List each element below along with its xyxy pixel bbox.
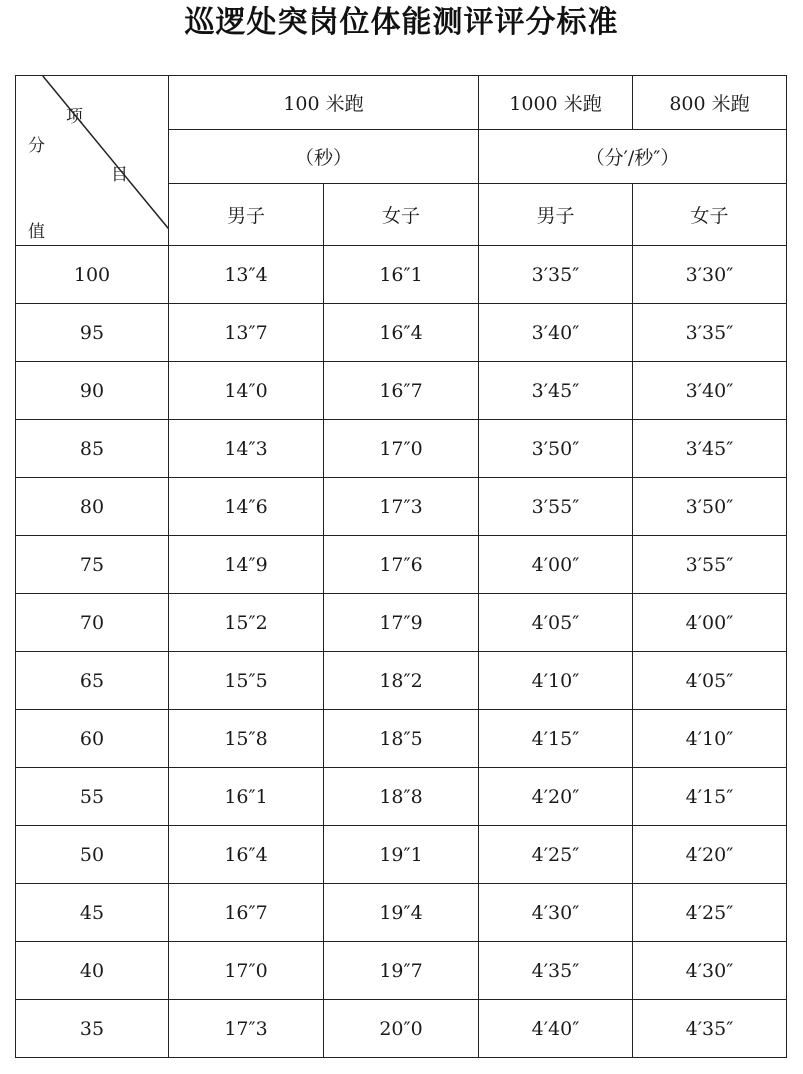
score-cell: 95 bbox=[16, 304, 169, 362]
header-1000m: 1000 米跑 bbox=[479, 76, 633, 130]
male-100m-cell: 15″2 bbox=[169, 594, 324, 652]
header-female-800m: 女子 bbox=[633, 184, 787, 246]
female-800m-cell: 3′40″ bbox=[633, 362, 787, 420]
table-row bbox=[16, 768, 787, 826]
female-800m-cell: 4′05″ bbox=[633, 652, 787, 710]
male-1000m-cell: 4′00″ bbox=[479, 536, 633, 594]
table-row bbox=[16, 362, 787, 420]
female-800m-cell: 4′35″ bbox=[633, 1000, 787, 1058]
male-1000m-cell: 3′45″ bbox=[479, 362, 633, 420]
table-row bbox=[16, 1000, 787, 1058]
female-800m-cell: 4′30″ bbox=[633, 942, 787, 1000]
female-800m-cell: 4′20″ bbox=[633, 826, 787, 884]
male-1000m-cell: 3′35″ bbox=[479, 246, 633, 304]
female-800m-cell: 3′50″ bbox=[633, 478, 787, 536]
score-cell: 45 bbox=[16, 884, 169, 942]
score-cell: 65 bbox=[16, 652, 169, 710]
male-100m-cell: 14″6 bbox=[169, 478, 324, 536]
male-100m-cell: 13″7 bbox=[169, 304, 324, 362]
male-1000m-cell: 4′05″ bbox=[479, 594, 633, 652]
male-1000m-cell: 3′40″ bbox=[479, 304, 633, 362]
score-cell: 50 bbox=[16, 826, 169, 884]
score-cell: 55 bbox=[16, 768, 169, 826]
male-100m-cell: 15″5 bbox=[169, 652, 324, 710]
unit-seconds: （秒） bbox=[169, 130, 479, 184]
male-1000m-cell: 3′55″ bbox=[479, 478, 633, 536]
male-100m-cell: 13″4 bbox=[169, 246, 324, 304]
score-cell: 85 bbox=[16, 420, 169, 478]
male-100m-cell: 16″7 bbox=[169, 884, 324, 942]
score-cell: 40 bbox=[16, 942, 169, 1000]
female-800m-cell: 4′25″ bbox=[633, 884, 787, 942]
female-100m-cell: 19″4 bbox=[324, 884, 479, 942]
male-1000m-cell: 4′15″ bbox=[479, 710, 633, 768]
female-800m-cell: 4′10″ bbox=[633, 710, 787, 768]
male-100m-cell: 16″1 bbox=[169, 768, 324, 826]
male-100m-cell: 14″9 bbox=[169, 536, 324, 594]
female-800m-cell: 3′30″ bbox=[633, 246, 787, 304]
female-100m-cell: 18″5 bbox=[324, 710, 479, 768]
table-row bbox=[16, 942, 787, 1000]
female-100m-cell: 18″8 bbox=[324, 768, 479, 826]
corner-label-fen: 分 bbox=[28, 136, 45, 156]
score-cell: 70 bbox=[16, 594, 169, 652]
diagonal-line bbox=[16, 76, 168, 245]
female-800m-cell: 4′00″ bbox=[633, 594, 787, 652]
score-cell: 60 bbox=[16, 710, 169, 768]
female-100m-cell: 16″4 bbox=[324, 304, 479, 362]
score-cell: 100 bbox=[16, 246, 169, 304]
table-row bbox=[16, 826, 787, 884]
female-800m-cell: 3′55″ bbox=[633, 536, 787, 594]
male-100m-cell: 15″8 bbox=[169, 710, 324, 768]
header-female-100m: 女子 bbox=[324, 184, 479, 246]
score-cell: 90 bbox=[16, 362, 169, 420]
page-title: 巡逻处突岗位体能测评评分标准 bbox=[184, 5, 619, 40]
corner-label-xiang: 项 bbox=[66, 107, 83, 127]
header-100m: 100 米跑 bbox=[169, 76, 479, 130]
male-100m-cell: 14″3 bbox=[169, 420, 324, 478]
male-1000m-cell: 4′35″ bbox=[479, 942, 633, 1000]
female-800m-cell: 3′35″ bbox=[633, 304, 787, 362]
table-row bbox=[16, 710, 787, 768]
table-row bbox=[16, 536, 787, 594]
female-100m-cell: 20″0 bbox=[324, 1000, 479, 1058]
score-cell: 75 bbox=[16, 536, 169, 594]
score-cell: 80 bbox=[16, 478, 169, 536]
female-100m-cell: 17″3 bbox=[324, 478, 479, 536]
male-100m-cell: 14″0 bbox=[169, 362, 324, 420]
table-row bbox=[16, 246, 787, 304]
female-800m-cell: 4′15″ bbox=[633, 768, 787, 826]
female-800m-cell: 3′45″ bbox=[633, 420, 787, 478]
female-100m-cell: 16″7 bbox=[324, 362, 479, 420]
header-800m: 800 米跑 bbox=[633, 76, 787, 130]
female-100m-cell: 17″9 bbox=[324, 594, 479, 652]
corner-label-mu: 目 bbox=[111, 165, 128, 185]
corner-label-zhi: 值 bbox=[28, 222, 45, 242]
table-row bbox=[16, 420, 787, 478]
male-100m-cell: 16″4 bbox=[169, 826, 324, 884]
female-100m-cell: 17″0 bbox=[324, 420, 479, 478]
corner-header-cell bbox=[16, 76, 169, 246]
scoring-table bbox=[15, 75, 787, 1058]
header-male-1000m: 男子 bbox=[479, 184, 633, 246]
header-male-100m: 男子 bbox=[169, 184, 324, 246]
table-row bbox=[16, 884, 787, 942]
male-1000m-cell: 4′40″ bbox=[479, 1000, 633, 1058]
table-row bbox=[16, 652, 787, 710]
table-row bbox=[16, 594, 787, 652]
male-1000m-cell: 4′25″ bbox=[479, 826, 633, 884]
male-1000m-cell: 4′10″ bbox=[479, 652, 633, 710]
female-100m-cell: 16″1 bbox=[324, 246, 479, 304]
unit-min-sec: （分′/秒″） bbox=[479, 130, 787, 184]
female-100m-cell: 18″2 bbox=[324, 652, 479, 710]
header-row-events bbox=[16, 76, 787, 130]
table-row bbox=[16, 478, 787, 536]
male-1000m-cell: 4′30″ bbox=[479, 884, 633, 942]
score-cell: 35 bbox=[16, 1000, 169, 1058]
male-1000m-cell: 3′50″ bbox=[479, 420, 633, 478]
female-100m-cell: 19″7 bbox=[324, 942, 479, 1000]
table-row bbox=[16, 304, 787, 362]
female-100m-cell: 17″6 bbox=[324, 536, 479, 594]
male-100m-cell: 17″0 bbox=[169, 942, 324, 1000]
male-100m-cell: 17″3 bbox=[169, 1000, 324, 1058]
male-1000m-cell: 4′20″ bbox=[479, 768, 633, 826]
female-100m-cell: 19″1 bbox=[324, 826, 479, 884]
